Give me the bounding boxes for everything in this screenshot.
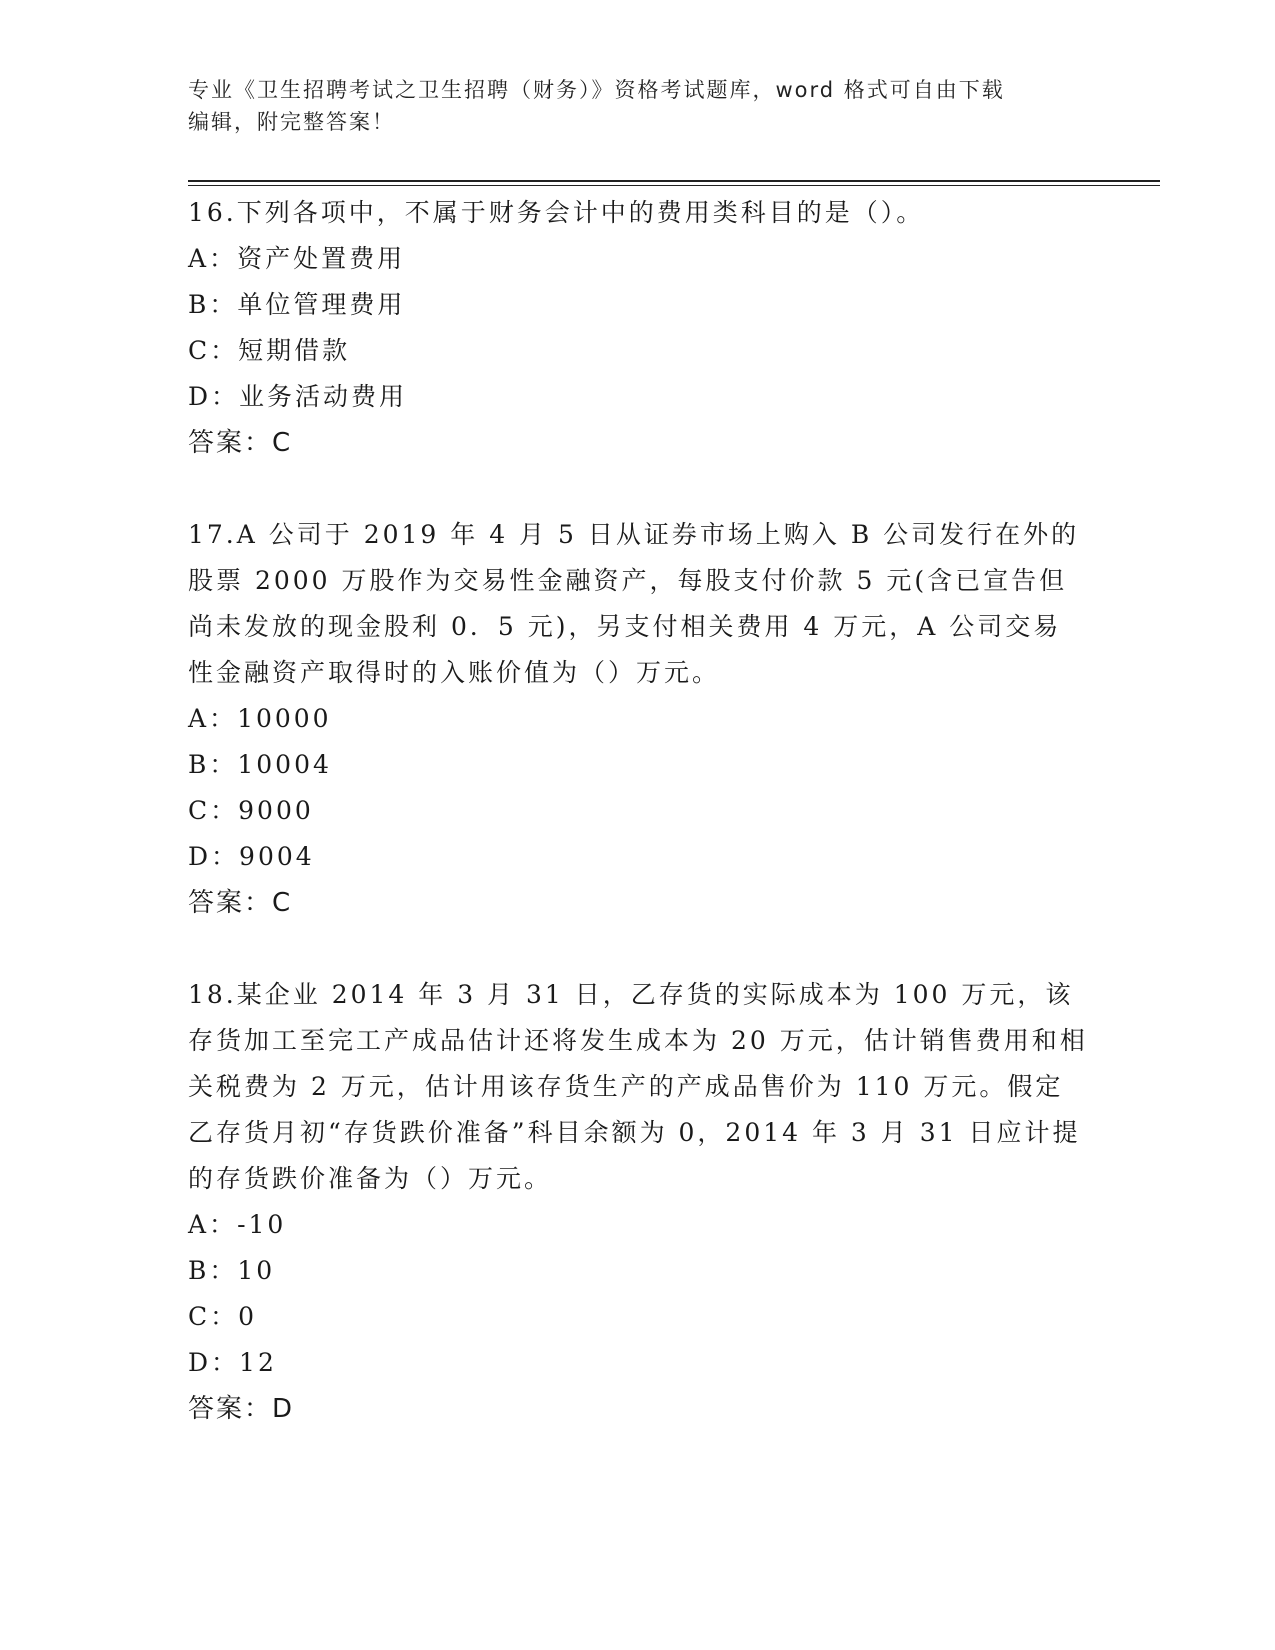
option-a <box>188 236 1088 282</box>
answer-label: 答案：C <box>188 428 293 458</box>
option-d <box>188 1340 1088 1386</box>
answer-label: 答案：C <box>188 888 293 918</box>
option-text: 9000 <box>238 796 314 825</box>
option-text: -10 <box>237 1210 287 1239</box>
option-letter: B： <box>188 1256 238 1285</box>
option-d <box>188 834 1088 880</box>
option-a <box>188 1202 1088 1248</box>
header-divider-thin <box>188 185 1160 186</box>
question-text: 16.下列各项中，不属于财务会计中的费用类科目的是（）。 <box>188 198 925 227</box>
document-header <box>188 74 1088 138</box>
question-18 <box>188 972 1088 1432</box>
header-line-1: 专业《卫生招聘考试之卫生招聘（财务）》资格考试题库，word 格式可自由下载 <box>188 78 1005 102</box>
option-letter: B： <box>188 750 238 779</box>
option-b <box>188 1248 1088 1294</box>
option-letter: C： <box>188 1302 239 1331</box>
option-letter: D： <box>188 842 240 871</box>
option-text: 9004 <box>239 842 315 871</box>
question-text: 18.某企业 2014 年 3 月 31 日，乙存货的实际成本为 100 万元，该存货加工至完工产成品估计还将发生成本为 20 万元，估计销售费用和相关税费为 2 万元，估计用该存货生产的产成品售价为 110 万元。假定乙存货月初“存货跌价准备”科目余额为 0，2014 年 3 月 31 日应计提的存货跌价准备为（）万元。 <box>188 980 1088 1193</box>
option-text: 10004 <box>237 750 332 779</box>
option-text: 0 <box>238 1302 258 1331</box>
option-c <box>188 328 1088 374</box>
option-text: 短期借款 <box>238 336 351 365</box>
option-letter: C： <box>188 796 239 825</box>
option-text: 单位管理费用 <box>237 290 406 319</box>
option-d <box>188 374 1088 420</box>
header-divider-thick <box>188 180 1160 182</box>
option-letter: D： <box>188 382 240 411</box>
question-16 <box>188 190 1088 466</box>
question-list <box>188 190 1088 1478</box>
question-text: 17.A 公司于 2019 年 4 月 5 日从证券市场上购入 B 公司发行在外的股票 2000 万股作为交易性金融资产，每股支付价款 5 元(含已宣告但尚未发放的现金股利 0．5 元)，另支付相关费用 4 万元，A 公司交易性金融资产取得时的入账价值为（）万元。 <box>188 520 1080 687</box>
option-text: 10000 <box>237 704 332 733</box>
header-line-2: 编辑，附完整答案！ <box>188 110 395 134</box>
option-letter: A： <box>188 244 238 273</box>
option-letter: C： <box>188 336 239 365</box>
option-letter: A： <box>188 704 238 733</box>
option-c <box>188 788 1088 834</box>
option-a <box>188 696 1088 742</box>
option-text: 10 <box>237 1256 276 1285</box>
option-b <box>188 742 1088 788</box>
option-text: 业务活动费用 <box>239 382 408 411</box>
option-c <box>188 1294 1088 1340</box>
question-17 <box>188 512 1088 926</box>
option-letter: B： <box>188 290 238 319</box>
option-letter: D： <box>188 1348 240 1377</box>
answer-label: 答案：D <box>188 1394 295 1424</box>
option-text: 资产处置费用 <box>237 244 406 273</box>
option-letter: A： <box>188 1210 238 1239</box>
option-text: 12 <box>239 1348 277 1377</box>
option-b <box>188 282 1088 328</box>
